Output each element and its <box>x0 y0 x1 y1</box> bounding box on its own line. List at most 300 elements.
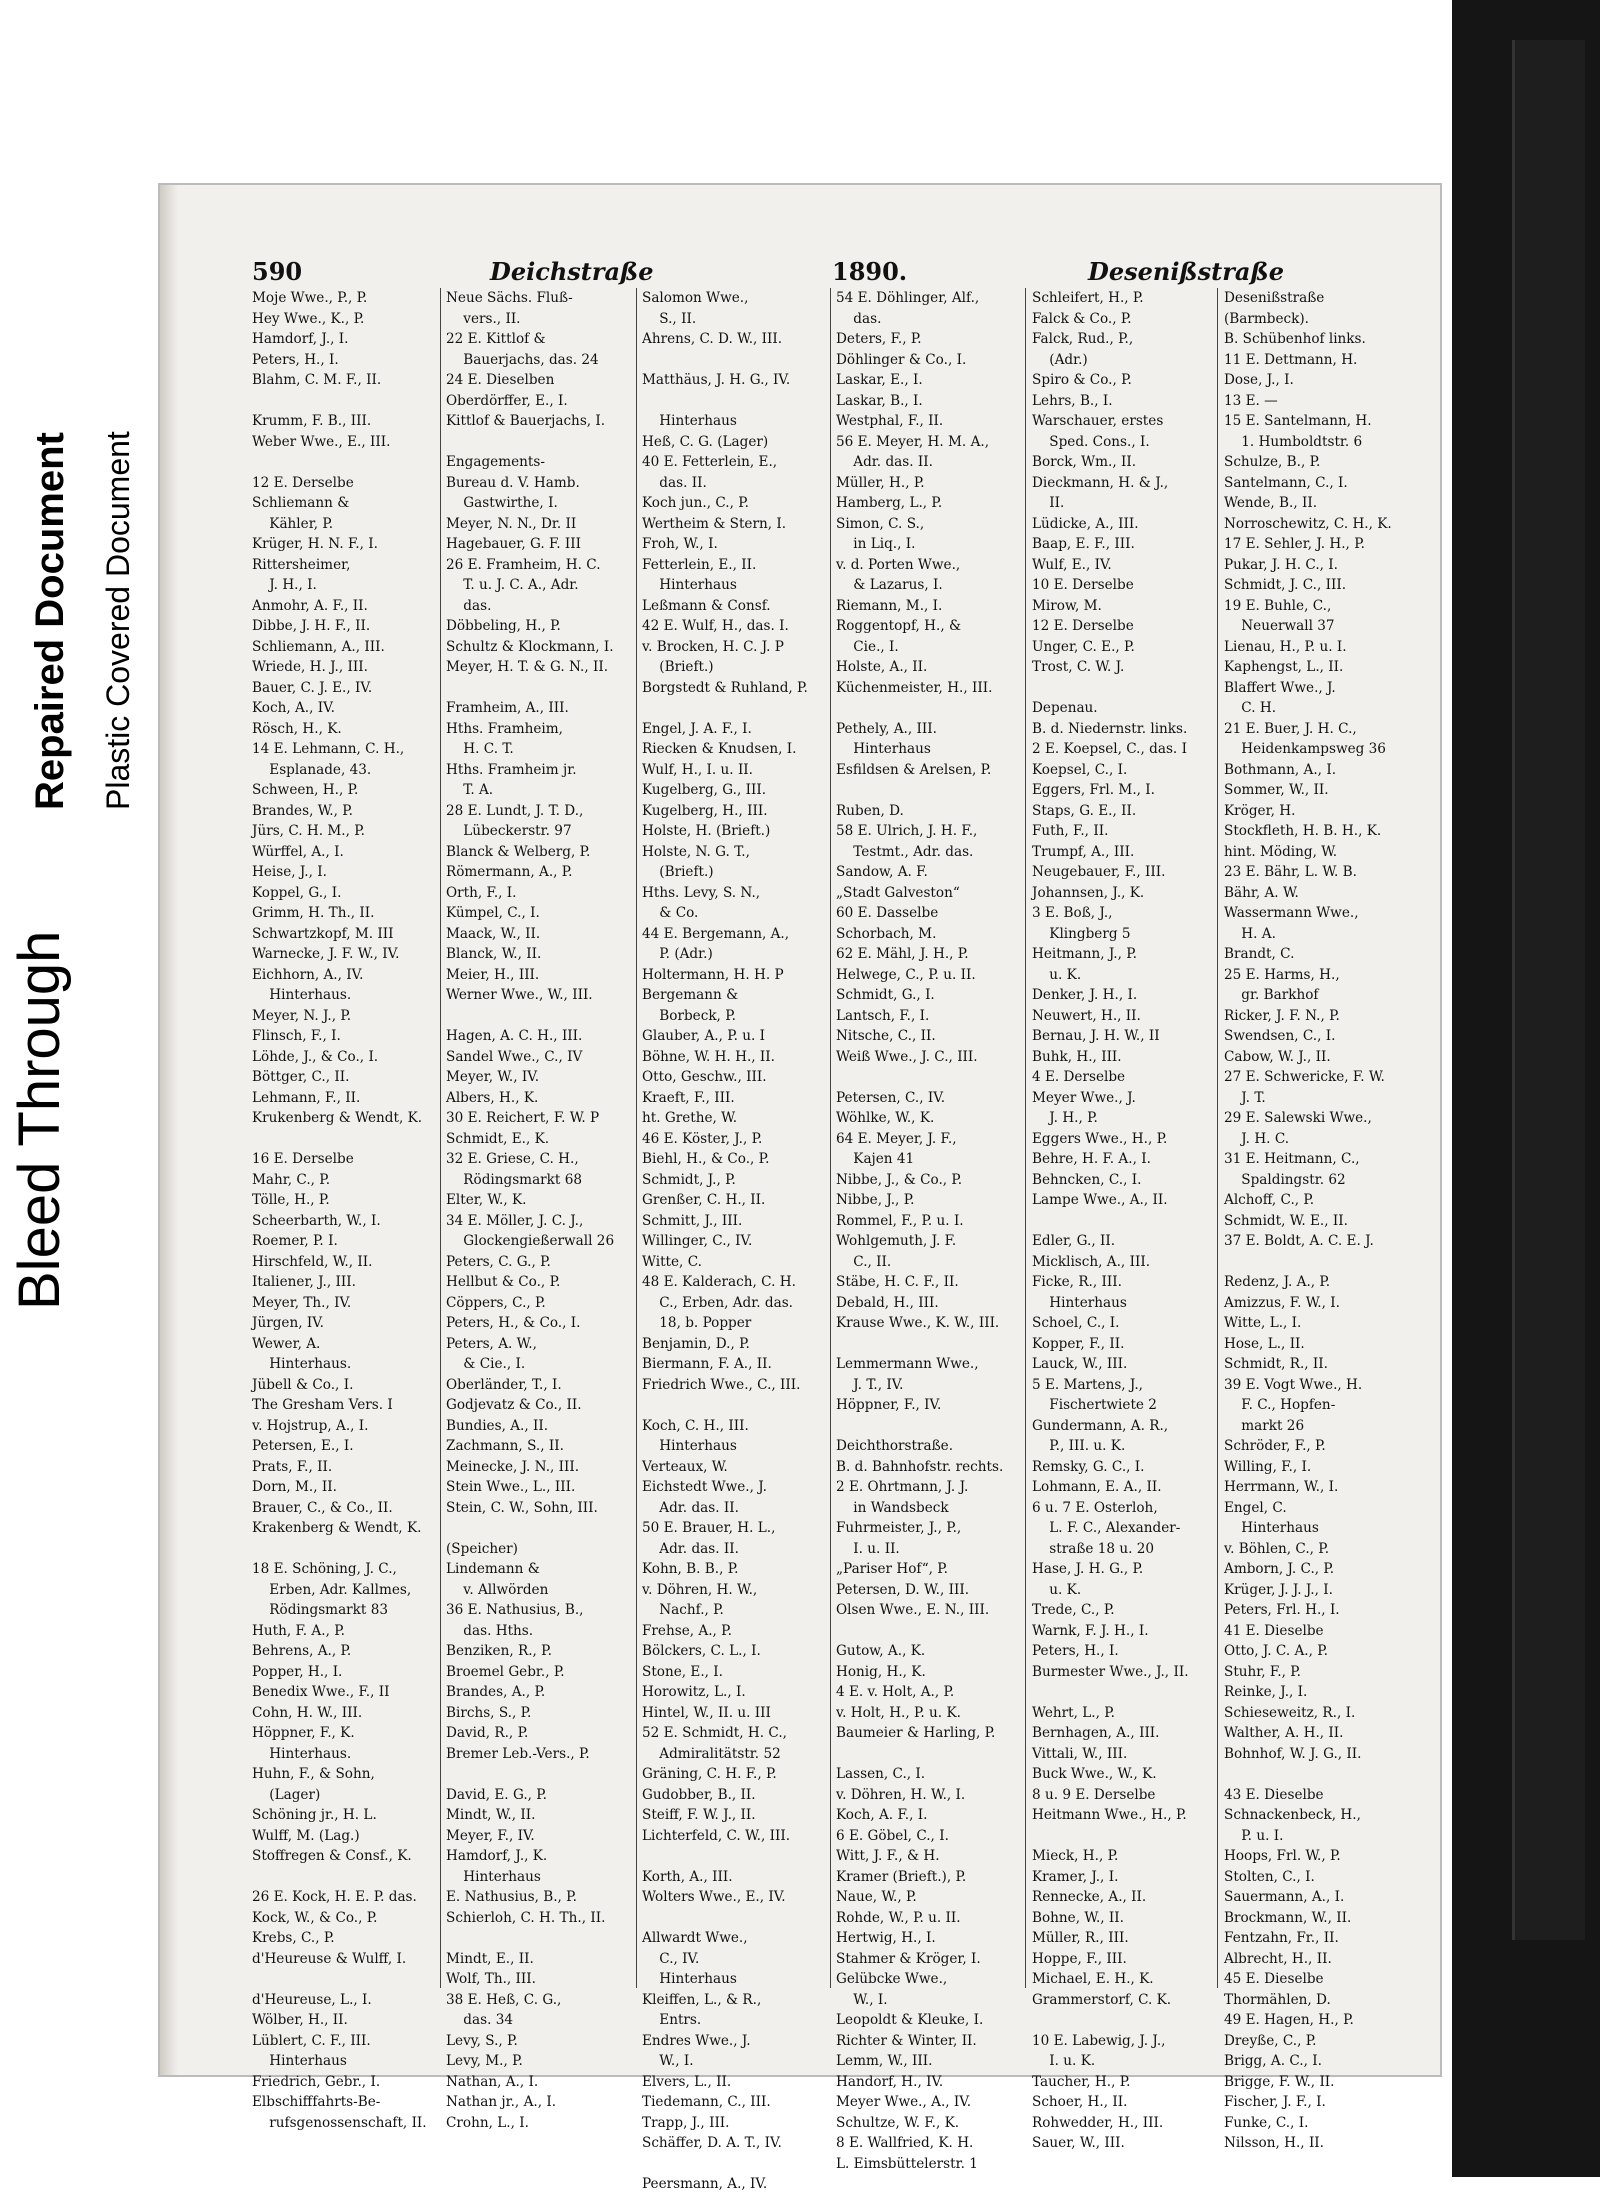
directory-entry: Meyer, W., IV. <box>446 1069 540 1085</box>
directory-entry: u. K. <box>1032 966 1082 983</box>
directory-entry: Stockfleth, H. B. H., K. <box>1224 823 1382 839</box>
directory-entry: Wassermann Wwe., <box>1224 905 1359 921</box>
directory-entry: Birchs, S., P. <box>446 1704 532 1721</box>
directory-entry <box>836 1334 1003 1355</box>
directory-entry: Lantsch, F., I. <box>836 1007 930 1024</box>
directory-entry: Holste, H. (Brieft.) <box>642 823 771 839</box>
directory-entry: Fuhrmeister, J., P., <box>836 1520 962 1536</box>
directory-entry: Koch, A., IV. <box>252 700 335 716</box>
directory-entry <box>836 780 1003 801</box>
directory-entry: Naue, W., P. <box>836 1889 917 1905</box>
directory-entry: das. II. <box>642 474 707 491</box>
directory-entry: C., IV. <box>642 1950 700 1967</box>
directory-entry: Hase, J. H. G., P. <box>1032 1561 1144 1577</box>
directory-column-2 <box>446 288 614 2133</box>
directory-entry: Fischertwiete 2 <box>1032 1397 1157 1413</box>
directory-entry <box>642 1395 808 1416</box>
directory-entry: Hey Wwe., K., P. <box>252 310 365 327</box>
directory-entry: Wewer, A. <box>252 1335 321 1352</box>
directory-entry: Laskar, E., I. <box>836 372 923 388</box>
directory-entry <box>836 1621 1003 1642</box>
directory-entry: Meyer Wwe., J. <box>1032 1089 1136 1106</box>
directory-entry: Borbeck, P. <box>642 1007 736 1024</box>
directory-entry: Meyer, F., IV. <box>446 1827 535 1844</box>
directory-entry: 64 E. Meyer, J. F., <box>836 1130 957 1147</box>
directory-column-6 <box>1224 288 1392 2154</box>
directory-entry: Trost, C. W. J. <box>1032 659 1125 675</box>
directory-entry: 22 E. Kittlof & <box>446 331 546 347</box>
directory-entry: „Pariser Hof“, P. <box>836 1561 948 1577</box>
directory-entry: Spiro & Co., P. <box>1032 372 1132 388</box>
directory-entry: Gräning, C. H. F., P. <box>642 1766 777 1782</box>
directory-entry: in Liq., I. <box>836 536 916 552</box>
directory-entry <box>1032 1211 1189 1232</box>
directory-entry: Peters, H., I. <box>1032 1643 1119 1659</box>
directory-entry: Sandow, A. F. <box>836 864 928 880</box>
directory-entry: Grimm, H. Th., II. <box>252 905 375 921</box>
directory-entry: Esfildsen & Arelsen, P. <box>836 761 992 778</box>
directory-entry <box>446 432 614 453</box>
directory-entry: 42 E. Wulf, H., das. I. <box>642 618 789 634</box>
directory-entry: J. H., I. <box>252 577 317 593</box>
directory-entry: Taucher, H., P. <box>1032 2073 1131 2090</box>
directory-entry: Hagen, A. C. H., III. <box>446 1028 583 1044</box>
directory-entry: 26 E. Kock, H. E. P. das. <box>252 1889 417 1905</box>
directory-entry: Gastwirthe, I. <box>446 495 558 511</box>
directory-entry: Westphal, F., II. <box>836 413 944 429</box>
directory-entry: Hinterhaus <box>252 2053 347 2069</box>
directory-entry: 21 E. Buer, J. H. C., <box>1224 720 1357 737</box>
directory-entry: Hinterhaus <box>642 413 737 429</box>
directory-entry: 48 E. Kalderach, C. H. <box>642 1274 796 1290</box>
directory-entry: 24 E. Dieselben <box>446 372 555 388</box>
directory-entry: Lüdicke, A., III. <box>1032 515 1139 532</box>
directory-entry: Neugebauer, F., III. <box>1032 864 1166 880</box>
directory-entry: 56 E. Meyer, H. M. A., <box>836 433 990 450</box>
directory-entry: gr. Barkhof <box>1224 987 1319 1003</box>
directory-entry: Schieseweitz, R., I. <box>1224 1704 1356 1721</box>
directory-entry: Eichhorn, A., IV. <box>252 966 364 983</box>
directory-entry: Bähr, A. W. <box>1224 884 1299 901</box>
directory-entry <box>642 2154 808 2175</box>
directory-entry: Schulze, B., P. <box>1224 454 1321 470</box>
directory-entry: J. H. C. <box>1224 1130 1290 1147</box>
directory-entry: Koepsel, C., I. <box>1032 761 1128 778</box>
directory-entry: Heise, J., I. <box>252 864 327 880</box>
directory-entry: Petersen, C., IV. <box>836 1089 946 1106</box>
directory-entry: Warschauer, erstes <box>1032 413 1164 429</box>
directory-entry: Schmidt, R., II. <box>1224 1356 1328 1372</box>
directory-entry: Hths. Levy, S. N., <box>642 884 761 901</box>
directory-entry: Jürgen, IV. <box>252 1315 324 1331</box>
directory-entry <box>446 1928 614 1949</box>
header-street-right: Desenißstraße <box>1088 257 1284 286</box>
directory-entry: Fetterlein, E., II. <box>642 556 757 573</box>
directory-entry: Riemann, M., I. <box>836 597 943 614</box>
directory-entry: 2 E. Koepsel, C., das. I <box>1032 741 1187 757</box>
directory-entry: The Gresham Vers. I <box>252 1397 393 1413</box>
directory-entry: P. u. I. <box>1224 1827 1284 1844</box>
directory-entry: Swendsen, C., I. <box>1224 1028 1336 1044</box>
directory-entry: 18 E. Schöning, J. C., <box>252 1561 397 1577</box>
directory-entry: Depenau. <box>1032 700 1098 716</box>
directory-entry: markt 26 <box>1224 1417 1305 1434</box>
directory-entry: 31 E. Heitmann, C., <box>1224 1151 1360 1167</box>
page-binding-edge <box>160 185 178 2075</box>
directory-entry: 44 E. Bergemann, A., <box>642 925 790 942</box>
directory-entry: 10 E. Labewig, J. J., <box>1032 2032 1166 2049</box>
directory-entry: Adr. das. II. <box>642 1499 739 1516</box>
directory-entry: Mieck, H., P. <box>1032 1848 1119 1864</box>
directory-entry: Döhlinger & Co., I. <box>836 351 967 368</box>
directory-entry: Baap, E. F., III. <box>1032 536 1135 552</box>
directory-entry: Römermann, A., P. <box>446 864 573 880</box>
directory-entry: 27 E. Schwericke, F. W. <box>1224 1069 1385 1085</box>
directory-entry: Lehrs, B., I. <box>1032 392 1113 409</box>
directory-entry: Eggers Wwe., H., P. <box>1032 1130 1168 1147</box>
directory-entry: Kähler, P. <box>252 515 334 532</box>
directory-entry <box>836 698 1003 719</box>
directory-entry: Rödingsmarkt 68 <box>446 1171 582 1188</box>
directory-entry: Fentzahn, Fr., II. <box>1224 1930 1339 1946</box>
directory-entry: Italiener, J., III. <box>252 1274 356 1290</box>
directory-entry: Baumeier & Harling, P. <box>836 1725 996 1741</box>
directory-entry: Stein, C. W., Sohn, III. <box>446 1499 598 1516</box>
directory-entry: Esplanade, 43. <box>252 761 372 778</box>
directory-entry: 39 E. Vogt Wwe., H. <box>1224 1376 1363 1393</box>
directory-entry: Schmidt, E., K. <box>446 1130 550 1147</box>
directory-entry: Neuwert, H., II. <box>1032 1007 1141 1024</box>
directory-entry: B. d. Bahnhofstr. rechts. <box>836 1458 1004 1475</box>
directory-entry <box>642 698 808 719</box>
directory-entry: & Cie., I. <box>446 1356 526 1372</box>
directory-entry: Benedix Wwe., F., II <box>252 1684 390 1700</box>
directory-entry: Bremer Leb.-Vers., P. <box>446 1745 590 1762</box>
directory-entry: Futh, F., II. <box>1032 823 1109 839</box>
directory-entry: Albrecht, H., II. <box>1224 1950 1332 1967</box>
directory-entry: I. u. II. <box>836 1540 900 1557</box>
directory-entry: Schöning jr., H. L. <box>252 1807 377 1823</box>
directory-entry: Wölber, H., II. <box>252 2012 348 2028</box>
directory-entry: Eggers, Frl. M., I. <box>1032 782 1155 798</box>
directory-entry: 58 E. Ulrich, J. H. F., <box>836 823 978 839</box>
directory-entry: Sped. Cons., I. <box>1032 433 1150 450</box>
directory-entry: 38 E. Heß, C. G., <box>446 1991 562 2008</box>
directory-entry: Thormählen, D. <box>1224 1991 1331 2008</box>
directory-entry: Warnecke, J. F. W., IV. <box>252 946 400 962</box>
directory-entry: Nachf., P. <box>642 1602 724 1618</box>
directory-entry: 2 E. Ohrtmann, J. J. <box>836 1479 969 1495</box>
directory-entry: Kröger, H. <box>1224 802 1296 819</box>
directory-entry: Hoppe, F., III. <box>1032 1950 1127 1967</box>
directory-entry: Klingberg 5 <box>1032 925 1131 942</box>
directory-entry: Hinterhaus <box>836 741 931 757</box>
directory-entry: Hinterhaus. <box>252 987 352 1003</box>
directory-entry: 50 E. Brauer, H. L., <box>642 1520 776 1536</box>
directory-entry: Wulff, M. (Lag.) <box>252 1827 360 1844</box>
directory-entry: Hinterhaus <box>642 1971 737 1987</box>
directory-entry: 4 E. Derselbe <box>1032 1069 1126 1085</box>
directory-entry: Witt, J. F., & H. <box>836 1848 940 1864</box>
directory-entry: Kaphengst, L., II. <box>1224 659 1344 675</box>
directory-entry: ht. Grethe, W. <box>642 1110 738 1126</box>
directory-entry: T. A. <box>446 782 494 798</box>
directory-entry: Scheerbarth, W., I. <box>252 1212 381 1229</box>
directory-entry: vers., II. <box>446 310 521 327</box>
directory-entry: Brauer, C., & Co., II. <box>252 1499 393 1516</box>
directory-entry: Fischer, J. F., I. <box>1224 2094 1326 2110</box>
directory-entry: Brandt, C. <box>1224 946 1295 962</box>
directory-entry: P., III. u. K. <box>1032 1438 1126 1454</box>
directory-entry: 17 E. Sehler, J. H., P. <box>1224 536 1365 552</box>
directory-entry: Deichthorstraße. <box>836 1438 954 1454</box>
directory-entry: Framheim, A., III. <box>446 700 569 716</box>
directory-entry: Brockmann, W., II. <box>1224 1909 1352 1926</box>
directory-entry: Falck & Co., P. <box>1032 310 1132 327</box>
directory-entry: Gutow, A., K. <box>836 1643 926 1659</box>
directory-entry: Lichterfeld, C. W., III. <box>642 1827 791 1844</box>
directory-entry: Godjevatz & Co., II. <box>446 1397 582 1413</box>
directory-entry: Allwardt Wwe., <box>642 1930 748 1946</box>
directory-entry: 11 E. Dettmann, H. <box>1224 351 1358 368</box>
directory-entry: T. u. J. C. A., Adr. <box>446 577 579 593</box>
directory-entry: Dibbe, J. H. F., II. <box>252 618 371 634</box>
directory-entry: Wehrt, L., P. <box>1032 1704 1115 1721</box>
directory-entry: Olsen Wwe., E. N., III. <box>836 1602 990 1618</box>
directory-entry: Behrens, A., P. <box>252 1643 352 1659</box>
directory-entry: Heitmann, J., P. <box>1032 946 1137 962</box>
directory-entry: Kopper, F., II. <box>1032 1335 1125 1352</box>
directory-entry: Debald, H., III. <box>836 1294 939 1311</box>
directory-entry: Kugelberg, H., III. <box>642 802 768 819</box>
directory-entry <box>836 1416 1003 1437</box>
directory-entry: v. Allwörden <box>446 1581 549 1598</box>
directory-entry: Meyer, Th., IV. <box>252 1294 352 1311</box>
directory-entry: Kajen 41 <box>836 1151 915 1167</box>
directory-entry: Müller, R., III. <box>1032 1930 1129 1946</box>
directory-entry: 23 E. Bähr, L. W. B. <box>1224 864 1357 880</box>
directory-entry: Schmitt, J., III. <box>642 1212 743 1229</box>
directory-entry: Bernhagen, A., III. <box>1032 1725 1160 1741</box>
directory-page <box>160 185 1440 2192</box>
directory-entry: Santelmann, C., I. <box>1224 474 1348 491</box>
directory-entry: David, R., P. <box>446 1725 529 1741</box>
directory-entry: Schorbach, M. <box>836 925 937 942</box>
directory-entry <box>836 1067 1003 1088</box>
column-rule <box>636 288 637 1988</box>
directory-entry: Brandes, W., P. <box>252 802 353 819</box>
directory-entry: Biermann, F. A., II. <box>642 1356 772 1372</box>
directory-entry: 13 E. — <box>1224 392 1278 409</box>
directory-entry: rufsgenossenschaft, II. <box>252 2114 427 2131</box>
directory-entry: Petersen, D. W., III. <box>836 1581 970 1598</box>
directory-entry: Cohn, H. W., III. <box>252 1704 363 1721</box>
directory-entry: Cabow, W. J., II. <box>1224 1048 1331 1065</box>
directory-entry: Böttger, C., II. <box>252 1069 350 1085</box>
directory-entry: Bohnhof, W. J. G., II. <box>1224 1745 1362 1762</box>
directory-entry: Jübell & Co., I. <box>252 1376 354 1393</box>
directory-entry: Neue Sächs. Fluß- <box>446 290 573 306</box>
directory-entry: Salomon Wwe., <box>642 290 749 306</box>
directory-entry: Roggentopf, H., & <box>836 618 962 634</box>
directory-entry: I. u. K. <box>1032 2053 1096 2069</box>
directory-entry: Blanck, W., II. <box>446 946 542 962</box>
directory-entry: 1. Humboldtstr. 6 <box>1224 433 1363 450</box>
directory-entry: Riecken & Knudsen, I. <box>642 741 797 757</box>
directory-entry: Peters, C. G., P. <box>446 1253 551 1270</box>
directory-entry: Kock, W., & Co., P. <box>252 1909 378 1926</box>
directory-entry: Herrmann, W., I. <box>1224 1479 1339 1495</box>
directory-entry: Benziken, R., P. <box>446 1643 552 1659</box>
repaired-document-label: Repaired Document <box>28 432 72 810</box>
directory-entry: Nitsche, C., II. <box>836 1028 936 1044</box>
directory-entry: Hertwig, H., I. <box>836 1930 936 1946</box>
directory-entry: 26 E. Framheim, H. C. <box>446 556 601 573</box>
directory-entry: Hamdorf, J., K. <box>446 1848 548 1864</box>
directory-entry: Adr. das. II. <box>836 454 933 470</box>
directory-entry: 29 E. Salewski Wwe., <box>1224 1110 1372 1126</box>
directory-entry: v. Döhren, H. W., I. <box>836 1786 966 1803</box>
directory-entry: Schmidt, W. E., II. <box>1224 1212 1348 1229</box>
directory-entry: in Wandsbeck <box>836 1499 949 1516</box>
directory-entry: 10 E. Derselbe <box>1032 577 1134 593</box>
directory-entry: Nathan, A., I. <box>446 2073 539 2090</box>
directory-entry: Schröder, F., P. <box>1224 1438 1326 1454</box>
directory-entry: Otto, J. C. A., P. <box>1224 1643 1328 1659</box>
directory-entry: Borgstedt & Ruhland, P. <box>642 679 808 696</box>
directory-entry: Bauerjachs, das. 24 <box>446 351 599 368</box>
directory-entry: Brigg, A. C., I. <box>1224 2053 1322 2069</box>
directory-entry: L. F. C., Alexander- <box>1032 1520 1181 1536</box>
directory-entry <box>1032 678 1189 699</box>
directory-entry: Erben, Adr. Kallmes, <box>252 1581 412 1598</box>
directory-entry: Meyer, N. J., P. <box>252 1007 352 1024</box>
directory-entry: Leßmann & Consf. <box>642 597 771 614</box>
directory-entry: Behncken, C., I. <box>1032 1171 1142 1188</box>
directory-entry: Trumpf, A., III. <box>1032 843 1135 860</box>
directory-entry: Witte, L., I. <box>1224 1315 1302 1331</box>
directory-entry: Hinterhaus. <box>252 1356 352 1372</box>
directory-entry: 6 u. 7 E. Osterloh, <box>1032 1499 1158 1516</box>
directory-entry: Hths. Framheim, <box>446 720 563 737</box>
directory-entry: (Speicher) <box>446 1540 518 1557</box>
directory-entry: Amborn, J. C., P. <box>1224 1561 1335 1577</box>
directory-entry: Admiralitätstr. 52 <box>642 1745 781 1762</box>
directory-entry: L. Eimsbüttelerstr. 1 <box>836 2155 978 2172</box>
directory-entry: 60 E. Dasselbe <box>836 905 939 921</box>
side-labels <box>0 0 160 2177</box>
directory-entry: Biehl, H., & Co., P. <box>642 1151 770 1167</box>
directory-entry: Honig, H., K. <box>836 1663 926 1680</box>
directory-entry: B. Schübenhof links. <box>1224 331 1366 347</box>
directory-entry: Böhne, W. H. H., II. <box>642 1048 775 1065</box>
adjacent-page-shadow <box>1512 40 1585 1940</box>
directory-entry: Wolf, Th., III. <box>446 1971 536 1987</box>
directory-entry: J. H., P. <box>1032 1110 1098 1126</box>
directory-entry: d'Heureuse & Wulff, I. <box>252 1950 407 1967</box>
directory-entry: 5 E. Martens, J., <box>1032 1376 1143 1393</box>
directory-entry: (Brieft.) <box>642 659 714 675</box>
header-street-left: Deichstraße <box>490 257 654 286</box>
directory-entry: Hamdorf, J., I. <box>252 331 349 347</box>
directory-entry: J. T., IV. <box>836 1376 904 1393</box>
directory-entry <box>1032 1826 1189 1847</box>
directory-entry: Peters, A. W., <box>446 1335 537 1352</box>
directory-entry: Stone, E., I. <box>642 1663 723 1680</box>
directory-entry: Dose, J., I. <box>1224 372 1294 388</box>
directory-columns <box>252 288 1422 2192</box>
directory-entry: Lampe Wwe., A., II. <box>1032 1192 1168 1208</box>
directory-entry: Mindt, E., II. <box>446 1950 534 1967</box>
directory-entry: Bergemann & <box>642 987 739 1003</box>
directory-entry: Stäbe, H. C. F., II. <box>836 1274 959 1290</box>
directory-entry: Elter, W., K. <box>446 1192 527 1208</box>
directory-entry: hint. Möding, W. <box>1224 843 1338 860</box>
directory-entry: Weiß Wwe., J. C., III. <box>836 1048 978 1065</box>
directory-entry: 16 E. Derselbe <box>252 1151 354 1167</box>
directory-entry: Wulf, E., IV. <box>1032 556 1112 573</box>
directory-entry: 46 E. Köster, J., P. <box>642 1130 763 1147</box>
directory-entry: Rohde, W., P. u. II. <box>836 1909 961 1926</box>
directory-entry: Engel, J. A. F., I. <box>642 720 752 737</box>
directory-entry: Mirow, M. <box>1032 597 1102 614</box>
directory-entry: v. Hojstrup, A., I. <box>252 1417 369 1434</box>
directory-entry: Kraeft, F., III. <box>642 1089 735 1106</box>
directory-entry: Hagebauer, G. F. III <box>446 536 582 552</box>
directory-entry: Höppner, F., IV. <box>836 1397 942 1413</box>
directory-entry: Elbschifffahrts-Be- <box>252 2094 381 2110</box>
directory-entry: d'Heureuse, L., I. <box>252 1991 372 2008</box>
directory-entry: Bauer, C. J. E., IV. <box>252 679 373 696</box>
directory-entry: Wolters Wwe., E., IV. <box>642 1889 786 1905</box>
directory-entry <box>252 452 427 473</box>
directory-entry: Norroschewitz, C. H., K. <box>1224 515 1392 532</box>
directory-entry: 32 E. Griese, C. H., <box>446 1151 579 1167</box>
directory-entry: Levy, M., P. <box>446 2053 523 2069</box>
directory-entry: Hirschfeld, W., II. <box>252 1253 373 1270</box>
directory-entry: 41 E. Dieselbe <box>1224 1622 1324 1639</box>
directory-entry: Cöppers, C., P. <box>446 1294 546 1311</box>
column-rule <box>1025 288 1026 1988</box>
directory-entry: Lindemann & <box>446 1561 540 1577</box>
directory-entry: Albers, H., K. <box>446 1089 539 1106</box>
directory-entry: Roemer, P. I. <box>252 1233 338 1249</box>
directory-entry: Wulf, H., I. u. II. <box>642 761 753 778</box>
directory-entry: 54 E. Döhlinger, Alf., <box>836 290 980 306</box>
directory-entry: Kleiffen, L., & R., <box>642 1991 762 2008</box>
directory-entry: Schliemann & <box>252 495 350 511</box>
directory-entry: Hose, L., II. <box>1224 1335 1305 1352</box>
directory-entry: Krakenberg & Wendt, K. <box>252 1520 422 1536</box>
directory-entry: Neuerwall 37 <box>1224 618 1335 634</box>
directory-entry: Michael, E. H., K. <box>1032 1971 1154 1987</box>
page-number: 590 <box>252 257 303 286</box>
directory-entry: Meyer, N. N., Dr. II <box>446 515 577 532</box>
directory-entry <box>1032 1682 1189 1703</box>
directory-entry: & Lazarus, I. <box>836 577 943 593</box>
directory-entry: Hinterhaus <box>446 1868 541 1885</box>
directory-entry: 6 E. Göbel, C., I. <box>836 1827 949 1844</box>
directory-entry: Burmester Wwe., J., II. <box>1032 1663 1189 1680</box>
directory-entry: Koch, C. H., III. <box>642 1417 749 1434</box>
directory-entry: Willinger, C., IV. <box>642 1233 753 1249</box>
directory-entry: Eichstedt Wwe., J. <box>642 1479 767 1495</box>
directory-entry: Hintel, W., II. u. III <box>642 1704 771 1721</box>
directory-entry: 28 E. Lundt, J. T. D., <box>446 802 584 819</box>
directory-entry: Endres Wwe., J. <box>642 2032 751 2049</box>
directory-entry: 3 E. Boß, J., <box>1032 905 1113 921</box>
directory-entry: Grenßer, C. H., II. <box>642 1192 766 1208</box>
